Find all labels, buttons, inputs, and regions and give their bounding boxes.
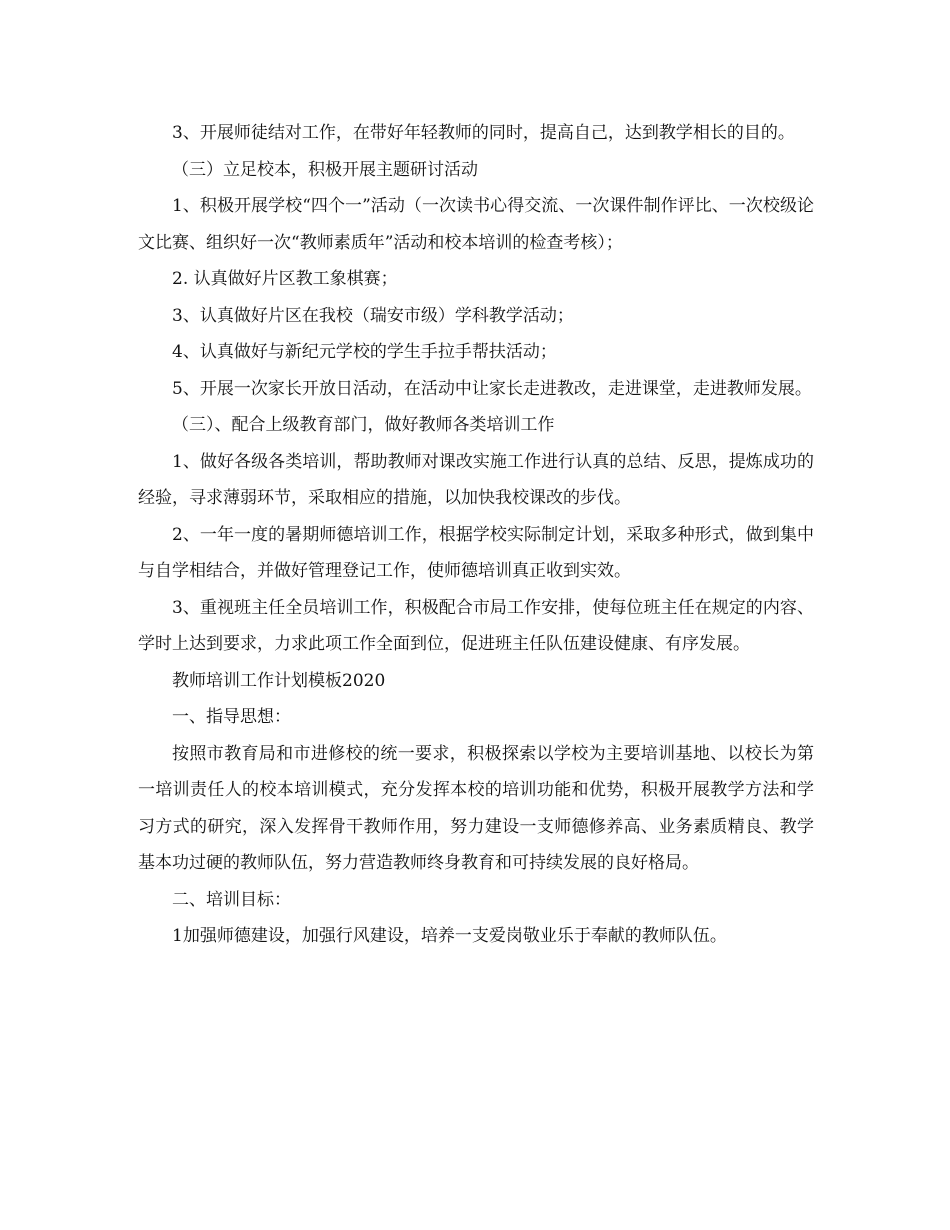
section-heading-guiding-ideology: 一、指导思想： (172, 707, 291, 727)
section-heading-training: （三）、配合上级教育部门，做好教师各类培训工作 (172, 415, 555, 435)
paragraph-four-ones-activity: 1、积极开展学校“四个一”活动（一次读书心得交流、一次课件制作评比、一次校级论文比赛、组织好一次“教师素质年”活动和校本培训的检查考核）； (138, 196, 814, 253)
paragraph-head-teacher-training: 3、重视班主任全员培训工作，积极配合市局工作安排，使每位班主任在规定的内容、学时上达到要求，力求此项工作全面到位，促进班主任队伍建设健康、有序发展。 (138, 597, 814, 654)
paragraph-parents-open-day: 5、开展一次家长开放日活动，在活动中让家长走进教改，走进课堂，走进教师发展。 (172, 378, 812, 399)
paragraph-goal-ethics: 1加强师德建设，加强行风建设，培养一支爱岗敬业乐于奉献的教师队伍。 (172, 926, 727, 946)
paragraph-chess-contest: 2. 认真做好片区教工象棋赛； (172, 269, 398, 289)
paragraph-training-levels: 1、做好各级各类培训，帮助教师对课改实施工作进行认真的总结、反思，提炼成功的经验，寻求薄弱环节，采取相应的措施，以加快我校课改的步伐。 (138, 451, 814, 508)
document-body (138, 115, 814, 955)
section-heading-school-research: （三）立足校本，积极开展主题研讨活动 (172, 159, 478, 180)
paragraph-summer-training: 2、一年一度的暑期师德培训工作，根据学校实际制定计划，采取多种形式，做到集中与自学相结合，并做好管理登记工作，使师德培训真正收到实效。 (138, 524, 814, 581)
paragraph-subject-teaching: 3、认真做好片区在我校（瑞安市级）学科教学活动； (172, 305, 574, 326)
paragraph-guiding-ideology: 按照市教育局和市进修校的统一要求，积极探索以学校为主要培训基地、以校长为第一培训责任人的校本培训模式，充分发挥本校的培训功能和优势，积极开展教学方法和学习方式的研究，深入发挥骨干教师作用，努力建设一支师德修养高、业务素质精良、教学基本功过硬的教师队伍，努力营造教师终身教育和可持续发展的良好格局。 (138, 743, 814, 873)
document-subtitle: 教师培训工作计划模板2020 (172, 670, 386, 691)
paragraph-mentorship: 3、开展师徒结对工作，在带好年轻教师的同时，提高自己，达到教学相长的目的。 (172, 123, 795, 143)
paragraph-hand-in-hand: 4、认真做好与新纪元学校的学生手拉手帮扶活动； (172, 342, 557, 362)
section-heading-training-goals: 二、培训目标： (172, 889, 291, 910)
